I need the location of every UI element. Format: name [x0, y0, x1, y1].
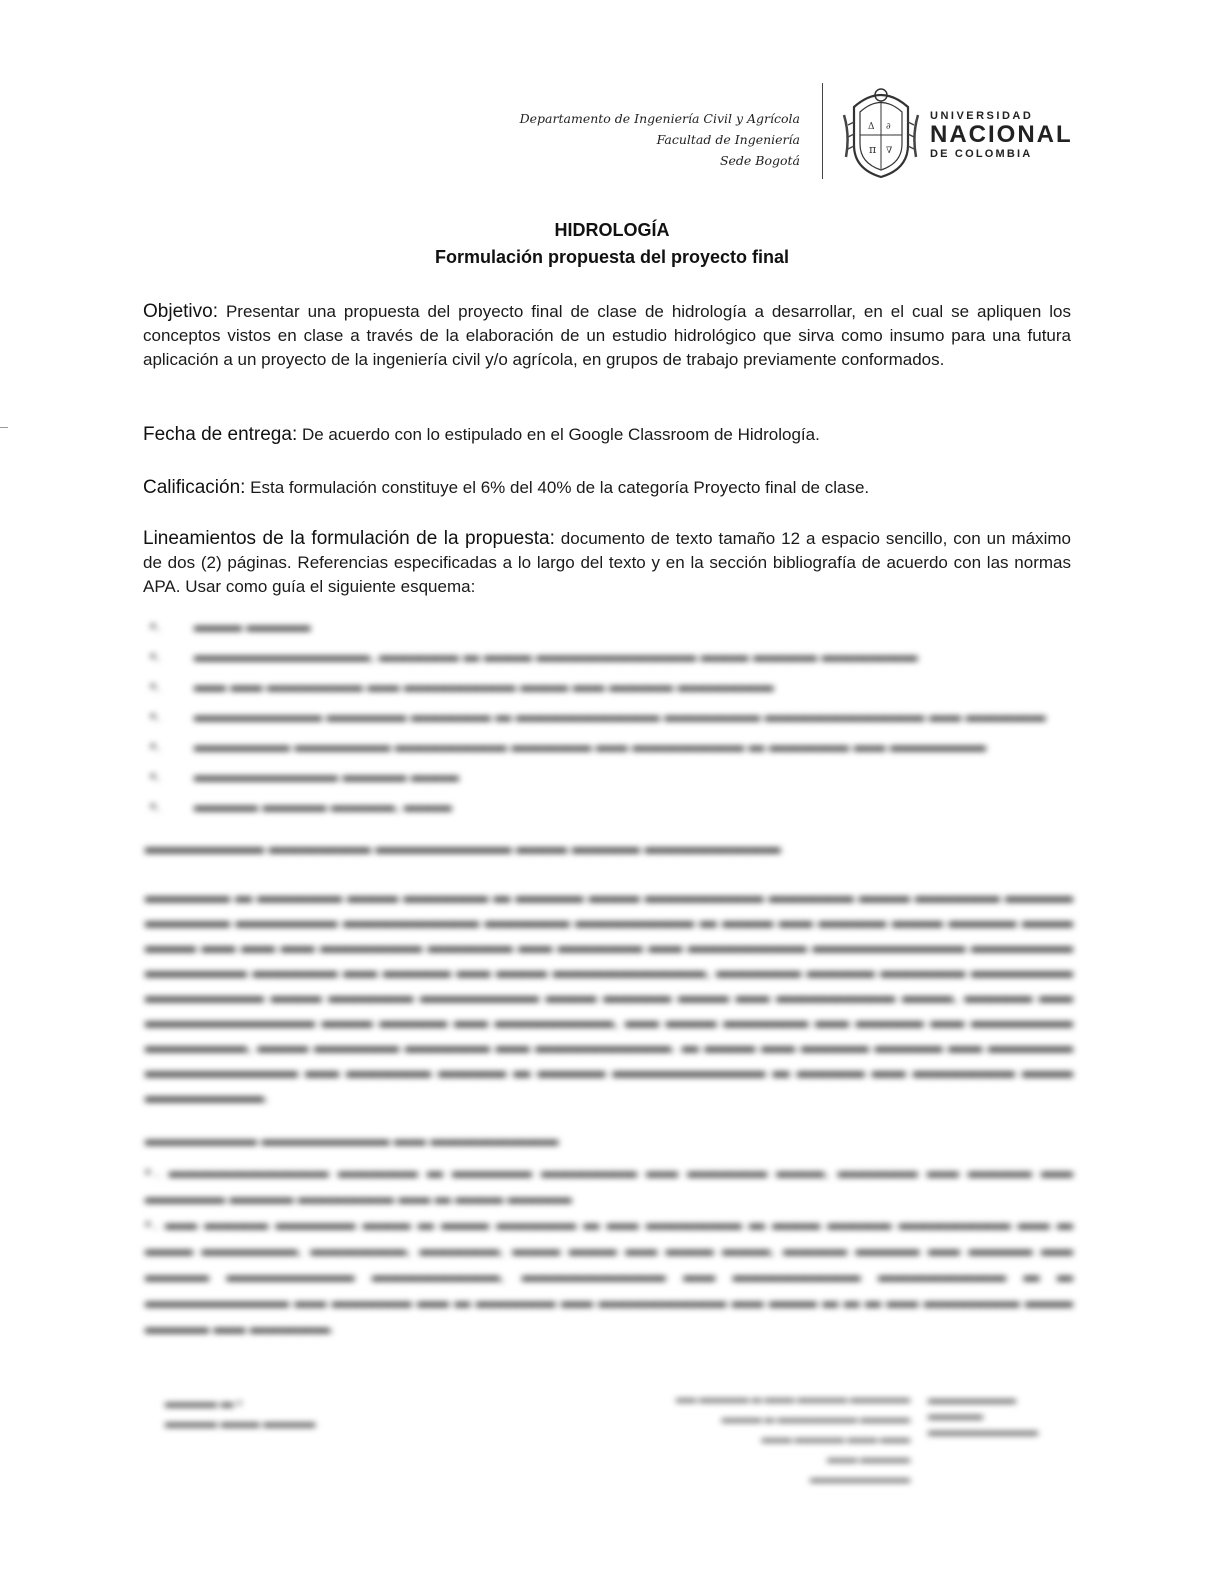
- department-block: [520, 108, 800, 171]
- university-name-line1: UNIVERSIDAD: [930, 110, 1034, 122]
- svg-text:π: π: [869, 143, 877, 156]
- university-seal-icon: [842, 85, 920, 180]
- fecha-label: Fecha de entrega:: [143, 424, 298, 445]
- blurred-footer-contact: ▬▬ ▬▬▬▬▬ ▬ ▬▬▬ ▬▬▬▬▬ ▬▬▬▬▬▬ ▬▬▬▬ ▬ ▬▬▬▬▬▬▬▬ ▬▬▬▬▬ ▬▬▬ ▬▬▬▬▬ ▬▬▬ ▬▬▬ ▬▬▬ ▬▬▬▬▬ ▬▬▬▬▬▬▬▬▬▬: [676, 1394, 910, 1485]
- faculty-line: Facultad de Ingeniería: [656, 132, 800, 147]
- calificacion-text: Esta formulación constituye el 6% del 40% de la categoría Proyecto final de clase.: [245, 478, 870, 497]
- calificacion-section: [143, 476, 1071, 500]
- blurred-heading: ▬▬▬▬▬▬▬ ▬▬▬▬▬▬ ▬▬▬▬▬▬▬▬ ▬▬▬ ▬▬▬▬ ▬▬▬▬▬▬▬▬: [145, 838, 781, 857]
- department-line: Departamento de Ingeniería Civil y Agrícola: [519, 111, 800, 126]
- svg-text:∇: ∇: [886, 146, 893, 156]
- objetivo-section: [143, 300, 1071, 372]
- fecha-text: De acuerdo con lo estipulado en el Google Classroom de Hidrología.: [297, 425, 820, 444]
- margin-mark: [0, 427, 8, 428]
- svg-text:∂: ∂: [886, 122, 891, 132]
- objetivo-text: Presentar una propuesta del proyecto final de clase de hidrología a desarrollar, en el cual se apliquen los conceptos vistos en clase a través de la elaboración de un estudio hidrológico que sirva como insumo para una futura aplicación a un proyecto de la ingeniería civil y/o agrícola, en grupos de trabajo previamente conformados.: [143, 302, 1071, 369]
- blurred-paragraph: ▬▬▬▬▬ ▬ ▬▬▬▬▬ ▬▬▬ ▬▬▬▬▬ ▬ ▬▬▬▬ ▬▬▬ ▬▬▬▬▬▬▬ ▬▬▬▬▬ ▬▬▬ ▬▬▬▬▬ ▬▬▬▬ ▬▬▬▬▬ ▬▬▬▬▬▬ ▬▬▬▬▬▬▬▬ ▬▬▬▬▬ ▬▬▬▬▬▬▬ ▬ ▬▬▬ ▬▬ ▬▬▬▬ ▬▬▬ ▬▬▬▬ ▬▬▬ ▬▬▬ ▬▬ ▬▬ ▬▬ ▬▬▬▬▬▬ ▬▬▬▬▬ ▬▬ ▬▬▬▬▬ ▬▬ ▬▬▬▬▬▬▬ ▬▬▬▬▬▬▬▬▬ ▬▬▬▬▬▬ ▬▬▬▬▬▬ ▬▬▬▬▬ ▬▬ ▬▬▬▬ ▬▬ ▬▬▬ ▬▬▬▬▬▬▬▬▬, ▬▬▬▬▬ ▬▬▬▬ ▬▬▬▬▬ ▬▬▬▬▬▬ ▬▬▬▬▬▬▬ ▬▬▬ ▬▬▬▬▬ ▬▬▬▬▬▬▬ ▬▬▬ ▬▬▬▬ ▬▬▬ ▬▬ ▬▬▬▬▬▬▬ ▬▬▬, ▬▬▬▬ ▬▬ ▬▬▬▬▬▬▬▬▬▬ ▬▬▬ ▬▬▬▬ ▬▬ ▬▬▬▬▬▬▬, ▬▬ ▬▬▬ ▬▬▬▬▬ ▬▬ ▬▬▬▬ ▬▬ ▬▬▬▬▬▬ ▬▬▬▬▬▬, ▬▬▬ ▬▬▬▬▬ ▬▬▬▬▬ ▬▬ ▬▬▬▬▬▬▬▬. ▬ ▬▬▬ ▬▬ ▬▬▬▬ ▬▬▬▬ ▬▬ ▬▬▬▬▬ ▬▬▬▬▬▬▬▬▬ ▬▬ ▬▬▬▬▬ ▬▬▬▬ ▬ ▬▬▬▬ ▬▬▬▬▬▬▬▬▬ ▬ ▬▬▬▬ ▬▬ ▬▬▬▬▬▬ ▬▬▬ ▬▬▬▬▬▬▬.: [145, 887, 1073, 1106]
- document-title: HIDROLOGÍA: [554, 220, 670, 240]
- blurred-footer-logos: ▬▬▬▬▬▬▬▬ ▬▬▬▬▬ ▬▬▬▬▬▬▬▬▬▬: [928, 1394, 1038, 1438]
- page-header: [0, 80, 1224, 190]
- university-name-line3: DE COLOMBIA: [930, 148, 1033, 160]
- lineamientos-text: documento de texto tamaño 12 a espacio sencillo, con un máximo de dos (2) páginas. Referencias especificadas a lo largo del texto y en la sección bibliografía de acuerdo con las normas APA. Usar como guía el siguiente esquema:: [143, 529, 1071, 596]
- blurred-paragraph-2: ▪. ▬▬▬▬▬▬▬▬▬▬ ▬▬▬▬▬ ▬ ▬▬▬▬▬ ▬▬▬▬▬▬ ▬▬ ▬▬▬▬▬ ▬▬▬, ▬▬▬▬▬ ▬▬ ▬▬▬▬ ▬▬ ▬▬▬▬▬ ▬▬▬▬ ▬▬▬▬▬▬ ▬▬ ▬ ▬▬▬ ▬▬▬▬ ▪. ▬▬ ▬▬▬▬ ▬▬▬▬▬ ▬▬▬ ▬ ▬▬▬ ▬▬▬▬▬ ▬ ▬▬ ▬▬▬▬▬▬ ▬ ▬▬▬ ▬▬▬▬ ▬▬▬▬▬▬▬ ▬▬ ▬ ▬▬▬ ▬▬▬▬▬▬, ▬▬▬▬▬▬, ▬▬▬▬▬, ▬▬▬ ▬▬▬ ▬▬ ▬▬▬ ▬▬▬, ▬▬▬▬ ▬▬▬▬ ▬▬ ▬▬▬▬ ▬▬ ▬▬▬▬ ▬▬▬▬▬▬▬▬ ▬▬▬▬▬▬▬▬, ▬▬▬▬▬▬▬▬▬ ▬▬ ▬▬▬▬▬▬▬▬ ▬▬▬▬▬▬▬▬ ▬ ▬ ▬▬▬▬▬▬▬▬▬ ▬▬ ▬▬▬▬▬ ▬▬ ▬ ▬▬▬▬▬ ▬▬ ▬▬▬▬▬▬▬▬ ▬▬ ▬▬▬ ▬ ▬ ▬ ▬▬ ▬▬▬▬▬▬ ▬▬▬ ▬▬▬▬ ▬▬ ▬▬▬▬▬.: [145, 1164, 1073, 1337]
- document-subtitle: Formulación propuesta del proyecto final: [434, 247, 790, 267]
- university-name-line2: NACIONAL: [930, 121, 1073, 148]
- calificacion-label: Calificación:: [143, 477, 246, 498]
- blurred-footer-left: ▬▬▬▬ ▬ ▪ ▬▬▬▬ ▬▬▬ ▬▬▬▬: [165, 1395, 316, 1430]
- university-name: [930, 110, 1073, 160]
- blurred-heading-2: ▬▬▬▬▬▬▬ ▬▬▬▬▬▬▬▬ ▬▬ ▬▬▬▬▬▬▬▬: [145, 1132, 559, 1149]
- campus-line: Sede Bogotá: [719, 153, 800, 168]
- lineamientos-section: [143, 527, 1071, 596]
- lineamientos-label: Lineamientos de la formulación de la propuesta:: [143, 528, 555, 549]
- svg-text:Δ: Δ: [868, 122, 875, 132]
- blurred-outline-list: ▪. ▬▬▬ ▬▬▬▬ ▪. ▬▬▬▬▬▬▬▬▬▬▬, ▬▬▬▬▬ ▬ ▬▬▬ ▬▬▬▬▬▬▬▬▬▬ ▬▬▬ ▬▬▬▬ ▬▬▬▬▬▬ ▪. ▬▬ ▬▬ ▬▬▬▬▬▬ ▬▬ ▬▬▬▬▬▬▬ ▬▬▬ ▬▬ ▬▬▬▬ ▬▬▬▬▬▬ ▪. ▬▬▬▬▬▬▬▬ ▬▬▬▬▬ ▬▬▬▬▬ ▬ ▬▬▬▬▬▬▬▬▬ ▬▬▬▬▬▬ ▬▬▬▬▬▬▬▬▬▬ ▬▬ ▬▬▬▬▬ ▪. ▬▬▬▬▬▬ ▬▬▬▬▬▬ ▬▬▬▬▬▬▬ ▬▬▬▬▬ ▬▬ ▬▬▬▬▬▬▬ ▬ ▬▬▬▬▬ ▬▬ ▬▬▬▬▬▬ ▪. ▬▬▬▬▬▬▬▬▬ ▬▬▬▬ ▬▬▬ ▪. ▬▬▬▬ ▬▬▬▬ ▬▬▬▬, ▬▬▬: [150, 618, 1046, 815]
- fecha-section: [143, 423, 1071, 447]
- header-divider: [822, 83, 823, 179]
- objetivo-label: Objetivo:: [143, 301, 218, 322]
